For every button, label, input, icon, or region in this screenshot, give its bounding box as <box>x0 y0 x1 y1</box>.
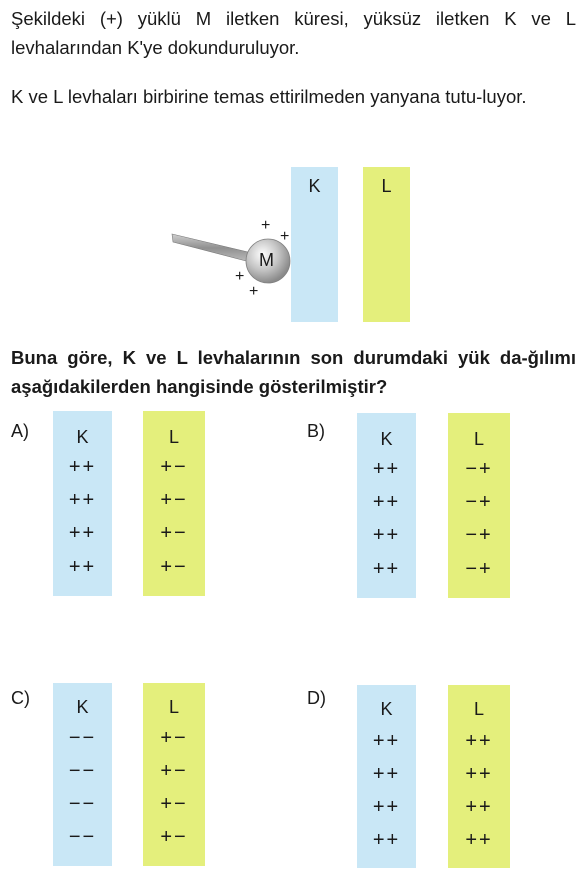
option-c-l-row: +− <box>160 793 188 815</box>
intro-paragraph-1: Şekildeki (+) yüklü M iletken küresi, yüksüz iletken K ve L levhalarından K'ye dokunduruluyor. <box>11 8 576 58</box>
option-c-letter: C) <box>11 688 30 708</box>
option-b-k-row: ++ <box>372 491 401 513</box>
figure-plate-k <box>291 167 338 322</box>
option-b-k-row: ++ <box>372 558 401 580</box>
figure-plate-l <box>363 167 410 322</box>
option-d-k-row: ++ <box>372 730 401 752</box>
option-c-k-row: −− <box>68 793 97 815</box>
sphere-charge: + <box>249 283 259 300</box>
option-a-plate-l <box>143 411 205 596</box>
option-a-l-row: +− <box>160 456 188 478</box>
option-b-l-row: −+ <box>465 558 493 580</box>
option-c-plate-l <box>143 683 205 866</box>
option-b-k-label: K <box>380 429 393 449</box>
option-d-k-row: ++ <box>372 796 401 818</box>
option-d-letter: D) <box>307 688 326 708</box>
option-a-k-row: ++ <box>68 489 97 511</box>
option-d-l-row: ++ <box>465 763 493 785</box>
option-a-l-row: +− <box>160 522 188 544</box>
option-b-k-row: ++ <box>372 458 401 480</box>
option-b-k-row: ++ <box>372 524 401 546</box>
sphere-charge: + <box>280 228 290 245</box>
intro-paragraph-2: K ve L levhaları birbirine temas ettirilmeden yanyana tutu-luyor. <box>11 86 527 107</box>
option-d-k-row: ++ <box>372 763 401 785</box>
option-c-k-label: K <box>76 697 89 717</box>
option-d-l-row: ++ <box>465 730 493 752</box>
option-a-k-label: K <box>76 427 89 447</box>
option-a-plate-k <box>53 411 112 596</box>
option-a-l-row: +− <box>160 556 188 578</box>
option-a-k-row: ++ <box>68 522 97 544</box>
option-d-plate-l <box>448 685 510 868</box>
option-c-l-row: +− <box>160 826 188 848</box>
option-d-plate-k <box>357 685 416 868</box>
option-d-k-label: K <box>380 699 393 719</box>
option-a-l-row: +− <box>160 489 188 511</box>
figure-plate-k-label: K <box>308 176 321 196</box>
option-c-k-row: −− <box>68 760 97 782</box>
option-b-plate-l <box>448 413 510 598</box>
option-a-k-row: ++ <box>68 456 97 478</box>
question-text: Buna göre, K ve L levhalarının son durumdaki yük da-ğılımı aşağıdakilerden hangisinde gösterilmiştir? <box>11 347 576 397</box>
option-d-k-row: ++ <box>372 829 401 851</box>
sphere-with-rod <box>168 225 298 300</box>
option-a-l-label: L <box>168 427 179 447</box>
option-a-letter: A) <box>11 421 29 441</box>
option-c-plate-k <box>53 683 112 866</box>
option-b-plate-k <box>357 413 416 598</box>
option-c-l-row: +− <box>160 760 188 782</box>
option-d-l-row: ++ <box>465 829 493 851</box>
option-c-l-label: L <box>168 697 179 717</box>
option-b-l-label: L <box>473 429 484 449</box>
option-b-letter: B) <box>307 421 325 441</box>
option-c-k-row: −− <box>68 826 97 848</box>
insulating-rod <box>172 234 252 262</box>
sphere-charge: + <box>261 217 271 234</box>
figure-plate-l-label: L <box>381 176 392 196</box>
option-d-l-row: ++ <box>465 796 493 818</box>
option-b-l-row: −+ <box>465 491 493 513</box>
option-a-k-row: ++ <box>68 556 97 578</box>
sphere-charge: + <box>235 268 245 285</box>
option-b-l-row: −+ <box>465 458 493 480</box>
option-d-l-label: L <box>473 699 484 719</box>
option-c-l-row: +− <box>160 727 188 749</box>
sphere-label: M <box>259 250 274 270</box>
option-b-l-row: −+ <box>465 524 493 546</box>
option-c-k-row: −− <box>68 727 97 749</box>
